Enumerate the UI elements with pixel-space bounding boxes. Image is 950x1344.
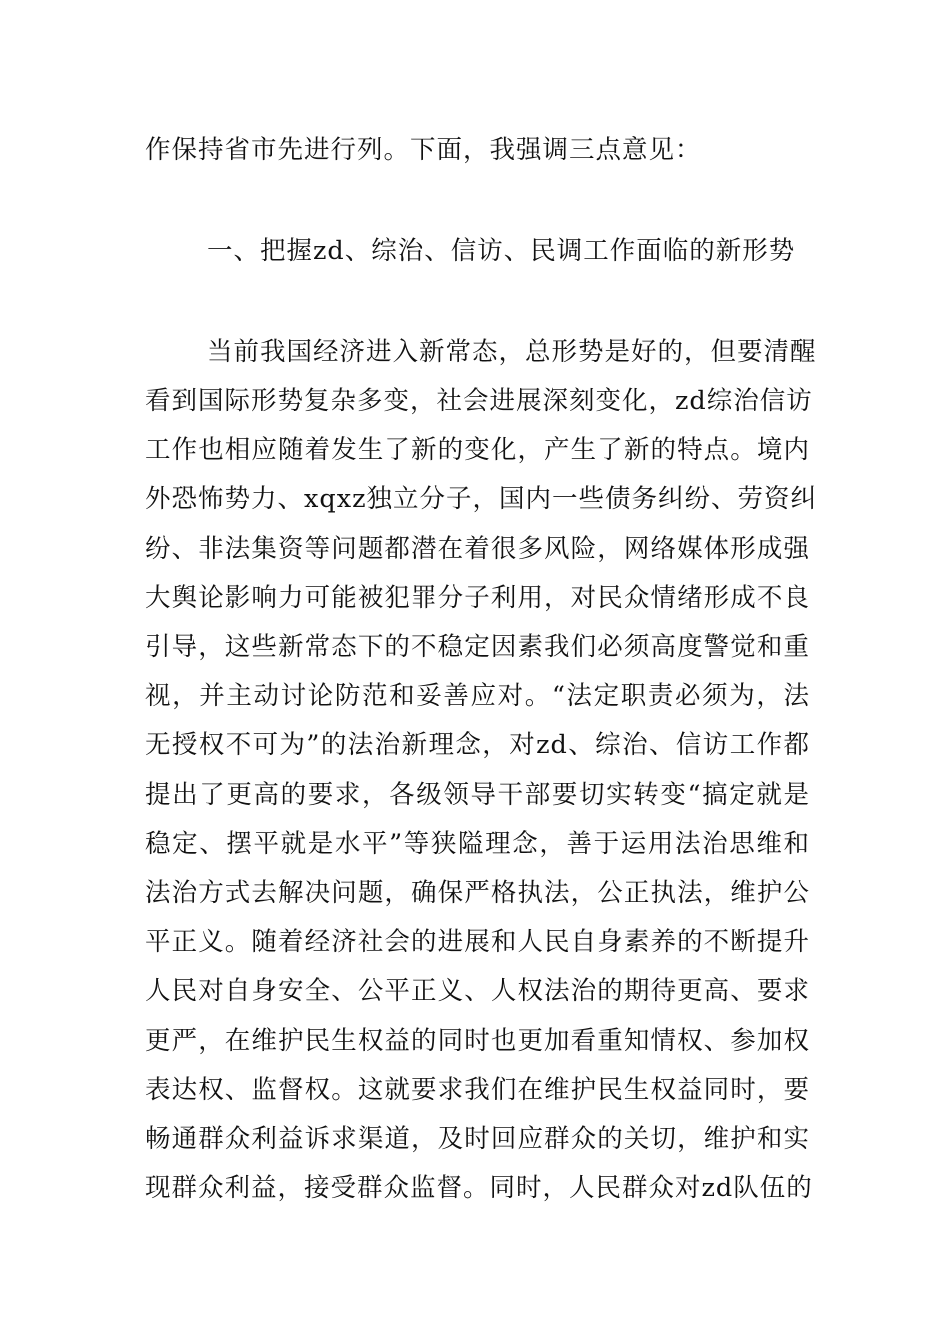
- paragraph-line-5: 纷、非法集资等问题都潜在着很多风险，网络媒体形成强: [145, 534, 810, 564]
- paragraph-line-6: 大舆论影响力可能被犯罪分子利用，对民众情绪形成不良: [145, 583, 810, 613]
- paragraph-line-3: 工作也相应随着发生了新的变化，产生了新的特点。境内: [145, 435, 810, 465]
- paragraph-line-18: 现群众利益，接受群众监督。同时，人民群众对zd队伍的: [145, 1173, 813, 1203]
- paragraph-line-7: 引导，这些新常态下的不稳定因素我们必须高度警觉和重: [145, 632, 810, 662]
- paragraph-line-8: 视，并主动讨论防范和妥善应对。“法定职责必须为，法: [145, 681, 810, 711]
- paragraph-line-17: 畅通群众利益诉求渠道，及时回应群众的关切，维护和实: [145, 1124, 810, 1154]
- paragraph-line-2: 看到国际形势复杂多变，社会进展深刻变化，zd综治信访: [145, 386, 813, 416]
- intro-line: 作保持省市先进行列。下面，我强调三点意见：: [145, 135, 702, 165]
- paragraph-line-10: 提出了更高的要求，各级领导干部要切实转变“搞定就是: [145, 780, 810, 810]
- paragraph-line-9: 无授权不可为”的法治新理念，对zd、综治、信访工作都: [145, 730, 810, 760]
- paragraph-line-13: 平正义。随着经济社会的进展和人民自身素养的不断提升: [145, 927, 810, 957]
- paragraph-line-16: 表达权、监督权。这就要求我们在维护民生权益同时，要: [145, 1075, 810, 1105]
- paragraph-line-14: 人民对自身安全、公平正义、人权法治的期待更高、要求: [145, 976, 810, 1006]
- section-heading: 一、把握zd、综治、信访、民调工作面临的新形势: [207, 236, 796, 266]
- paragraph-line-12: 法治方式去解决问题，确保严格执法，公正执法，维护公: [145, 878, 810, 908]
- paragraph-line-11: 稳定、摆平就是水平”等狭隘理念，善于运用法治思维和: [145, 829, 810, 859]
- paragraph-line-1: 当前我国经济进入新常态，总形势是好的，但要清醒: [207, 337, 817, 367]
- paragraph-line-15: 更严，在维护民生权益的同时也更加看重知情权、参加权: [145, 1026, 810, 1056]
- paragraph-line-4: 外恐怖势力、xqxz独立分子，国内一些债务纠纷、劳资纠: [145, 484, 818, 514]
